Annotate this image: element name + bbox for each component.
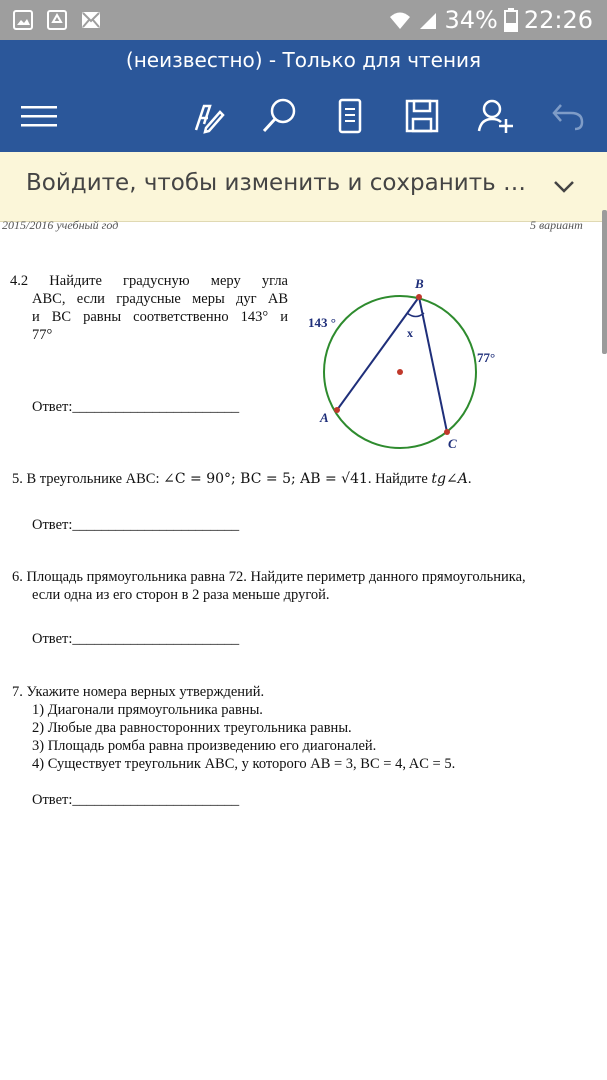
q6-line-2: если одна из его сторон в 2 раза меньше другой. <box>32 587 330 603</box>
save-button[interactable] <box>398 92 446 140</box>
q6-line-1: 6. Площадь прямоугольника равна 72. Найдите периметр данного прямоугольника, <box>12 569 526 585</box>
label-b: B <box>415 276 424 291</box>
clock: 22:26 <box>523 6 593 34</box>
label-arc-143: 143 ° <box>308 315 336 330</box>
page-header-left: 2015/2016 учебный год <box>2 218 119 232</box>
wifi-icon <box>388 9 412 31</box>
question-7 <box>12 683 602 773</box>
chord-ab <box>337 297 419 410</box>
q5-end: . <box>467 471 472 487</box>
question-4-2 <box>10 272 288 344</box>
point-c <box>444 429 450 435</box>
share-icon <box>476 97 514 135</box>
document-page <box>0 218 607 1080</box>
question-5 <box>12 470 471 488</box>
q7-item-1: 1) Диагонали прямоугольника равны. <box>32 702 263 718</box>
edit-button[interactable] <box>184 92 232 140</box>
recycle-notification-icon <box>46 9 68 31</box>
q4-line-2: ABC, если градусные меры дуг AB <box>32 291 288 307</box>
sign-in-banner[interactable] <box>0 152 607 222</box>
menu-icon <box>21 104 57 128</box>
question-6 <box>12 568 602 604</box>
undo-button[interactable] <box>544 92 592 140</box>
q7-answer-line: Ответ:_______________________ <box>32 792 240 808</box>
q6-answer-line: Ответ:_______________________ <box>32 631 240 647</box>
q7-item-2: 2) Любые два равносторонних треугольника равны. <box>32 720 352 736</box>
menu-button[interactable] <box>15 92 63 140</box>
battery-icon <box>504 8 518 32</box>
sign-in-message: Войдите, чтобы изменить и сохранить … <box>26 170 526 196</box>
document-title: (неизвестно) - Только для чтения <box>0 40 607 80</box>
q5-text-after: . Найдите <box>367 471 432 487</box>
q7-title: 7. Укажите номера верных утверждений. <box>12 684 265 700</box>
search-button[interactable] <box>255 92 303 140</box>
point-b <box>416 294 422 300</box>
q5-find: tg∠A <box>431 471 468 487</box>
label-a: A <box>320 410 329 425</box>
q7-item-4: 4) Существует треугольник ABC, у которого AB = 3, BC = 4, AC = 5. <box>32 756 456 772</box>
edit-icon <box>190 98 226 134</box>
label-angle-x: x <box>407 326 413 340</box>
q4-answer-line: Ответ:_______________________ <box>32 399 240 415</box>
battery-percent: 34% <box>444 6 498 34</box>
q4-line-1: 4.2 Найдите градусную меру угла <box>10 273 288 289</box>
reading-view-icon <box>336 98 364 134</box>
label-c: C <box>448 436 457 451</box>
reading-view-button[interactable] <box>326 92 374 140</box>
page-header-right: 5 вариант <box>530 218 583 232</box>
gallery-notification-icon <box>12 9 34 31</box>
status-bar <box>0 0 607 40</box>
mail-notification-icon <box>80 9 102 31</box>
q5-math: ∠C = 90°; BC = 5; AB = √41 <box>163 471 368 487</box>
circle-center <box>397 369 403 375</box>
chevron-down-icon[interactable] <box>551 176 577 196</box>
q5-text-before: 5. В треугольнике ABC: <box>12 471 164 487</box>
search-icon <box>260 97 298 135</box>
label-arc-77: 77° <box>477 350 496 365</box>
undo-icon <box>551 101 585 131</box>
share-button[interactable] <box>471 92 519 140</box>
q7-item-3: 3) Площадь ромба равна произведению его диагоналей. <box>32 738 377 754</box>
app-toolbar <box>0 80 607 152</box>
circle-figure <box>300 272 515 462</box>
save-icon <box>405 99 439 133</box>
signal-icon <box>418 9 438 31</box>
q5-answer-line: Ответ:_______________________ <box>32 517 240 533</box>
point-a <box>334 407 340 413</box>
chord-bc <box>419 297 447 432</box>
q4-line-3: и BC равны соответственно 143° и <box>32 309 288 325</box>
q4-line-4: 77° <box>32 327 53 343</box>
